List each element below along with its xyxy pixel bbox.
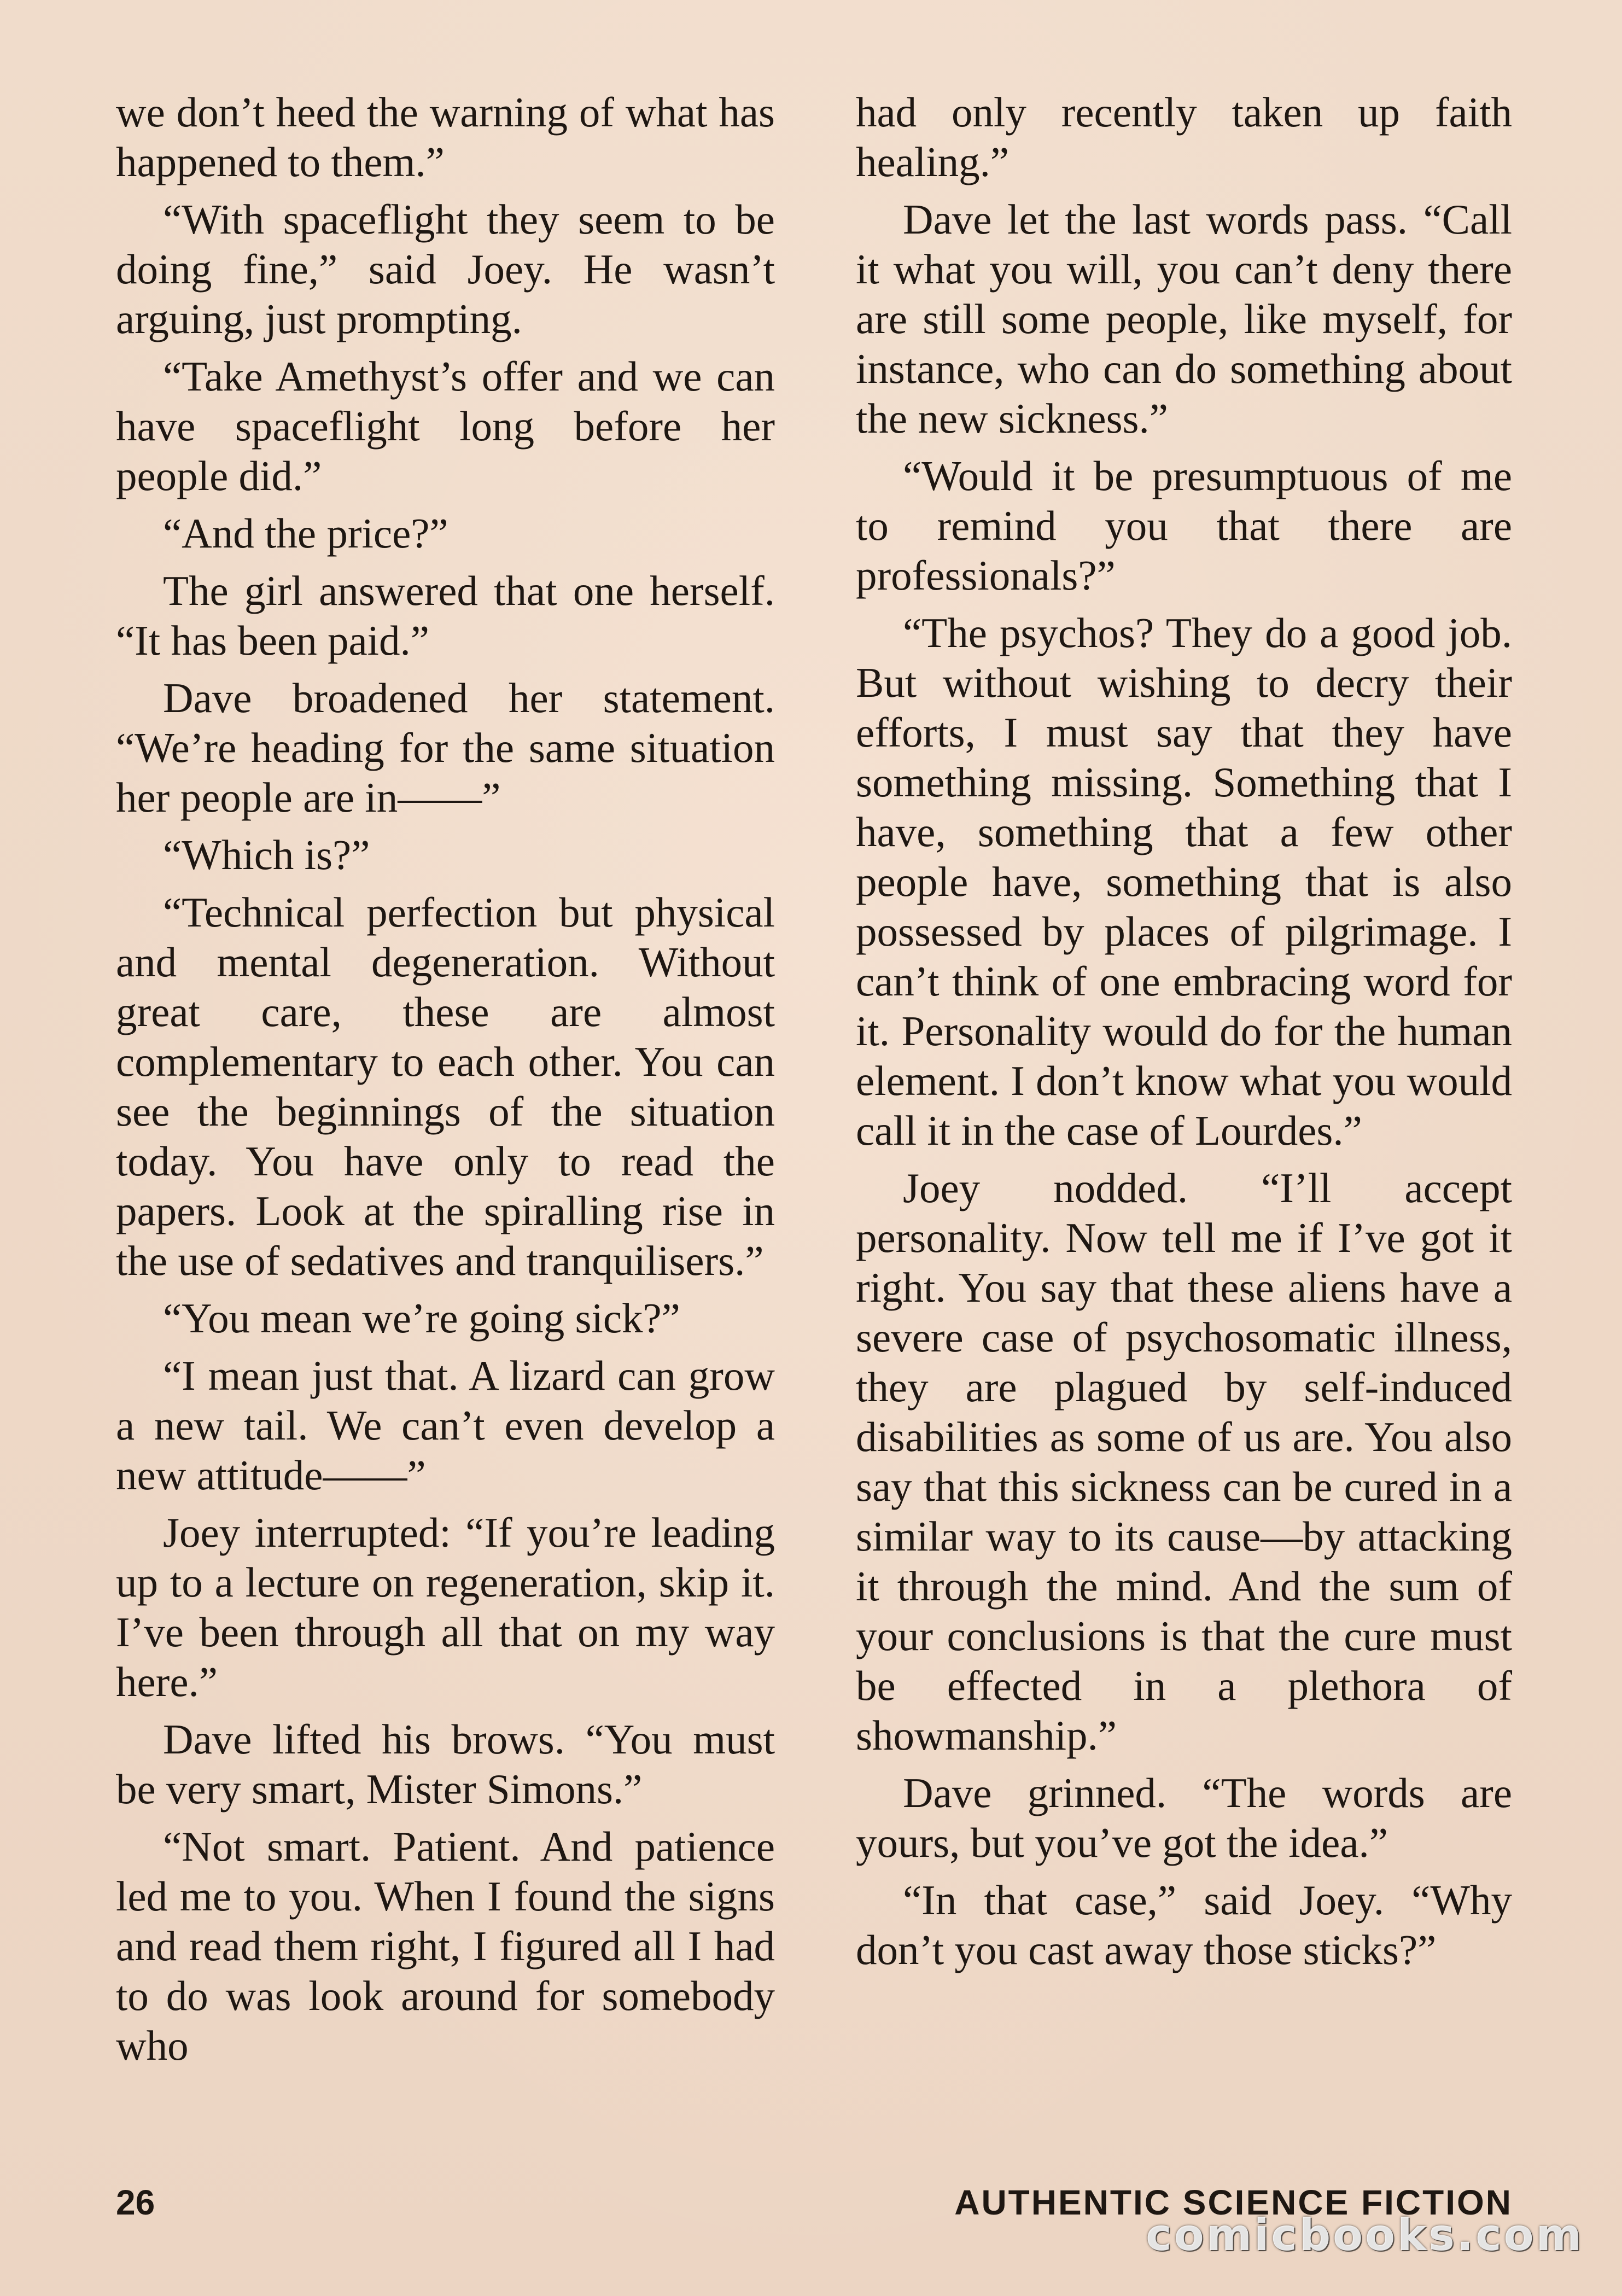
- paragraph: “Not smart. Patient. And patience led me to you. When I found the signs and read them right, I figured all I had to do was look around for somebody who: [116, 1823, 775, 2069]
- paragraph: Joey interrupted: “If you’re leading up to a lecture on regeneration, skip it. I’ve been through all that on my way here.”: [116, 1509, 775, 1705]
- paragraph: Joey nodded. “I’ll accept personality. Now tell me if I’ve got it right. You say that these aliens have a severe case of psychosomatic illness, they are plagued by self-induced disabilities as some of us are. You also say that this sickness can be cured in a similar way to its cause—by attacking it through the mind. And the sum of your conclusions is that the cure must be effected in a plethora of showmanship.”: [856, 1164, 1512, 1759]
- paragraph: Dave grinned. “The words are yours, but you’ve got the idea.”: [856, 1769, 1512, 1866]
- paragraph: Dave let the last words pass. “Call it what you will, you can’t deny there are still some people, like myself, for instance, who can do something about the new sickness.”: [856, 196, 1512, 442]
- paragraph: “In that case,” said Joey. “Why don’t you cast away those sticks?”: [856, 1877, 1512, 1973]
- paragraph: “And the price?”: [163, 510, 448, 557]
- paragraph: “You mean we’re going sick?”: [163, 1295, 680, 1342]
- page-number: 26: [116, 2183, 155, 2222]
- paragraph: we don’t heed the warning of what has happened to them.”: [116, 89, 775, 185]
- paragraph: Dave broadened her statement. “We’re heading for the same situation her people are in——”: [116, 674, 775, 821]
- paragraph: Dave lifted his brows. “You must be very smart, Mister Simons.”: [116, 1716, 775, 1813]
- paragraph: had only recently taken up faith healing.”: [856, 89, 1512, 185]
- right-text-column: [856, 88, 1512, 1983]
- paragraph: “The psychos? They do a good job. But without wishing to decry their efforts, I must say that they have something missing. Something that I have, something that a few other people have, something that is also possessed by places of pilgrimage. I can’t think of one embracing word for it. Personality would do for the human element. I don’t know what you would call it in the case of Lourdes.”: [856, 609, 1512, 1154]
- paragraph: The girl answered that one herself. “It has been paid.”: [116, 567, 775, 664]
- paragraph: “With spaceflight they seem to be doing fine,” said Joey. He wasn’t arguing, just prompting.: [116, 196, 775, 342]
- paragraph: “I mean just that. A lizard can grow a new tail. We can’t even develop a new attitude——”: [116, 1352, 775, 1499]
- paragraph: “Technical perfection but physical and mental degeneration. Without great care, these are almost complementary to each other. You can see the beginnings of the situation today. You have only to read the papers. Look at the spiralling rise in the use of sedatives and tranquilisers.”: [116, 889, 775, 1284]
- paragraph: “Which is?”: [163, 831, 370, 878]
- magazine-title: AUTHENTIC SCIENCE FICTION: [954, 2183, 1513, 2222]
- paragraph: “Take Amethyst’s offer and we can have spaceflight long before her people did.”: [116, 353, 775, 499]
- watermark: comicbooks.com: [1146, 2210, 1584, 2260]
- paragraph: “Would it be presumptuous of me to remind you that there are professionals?”: [856, 452, 1512, 599]
- left-text-column: [116, 88, 775, 2078]
